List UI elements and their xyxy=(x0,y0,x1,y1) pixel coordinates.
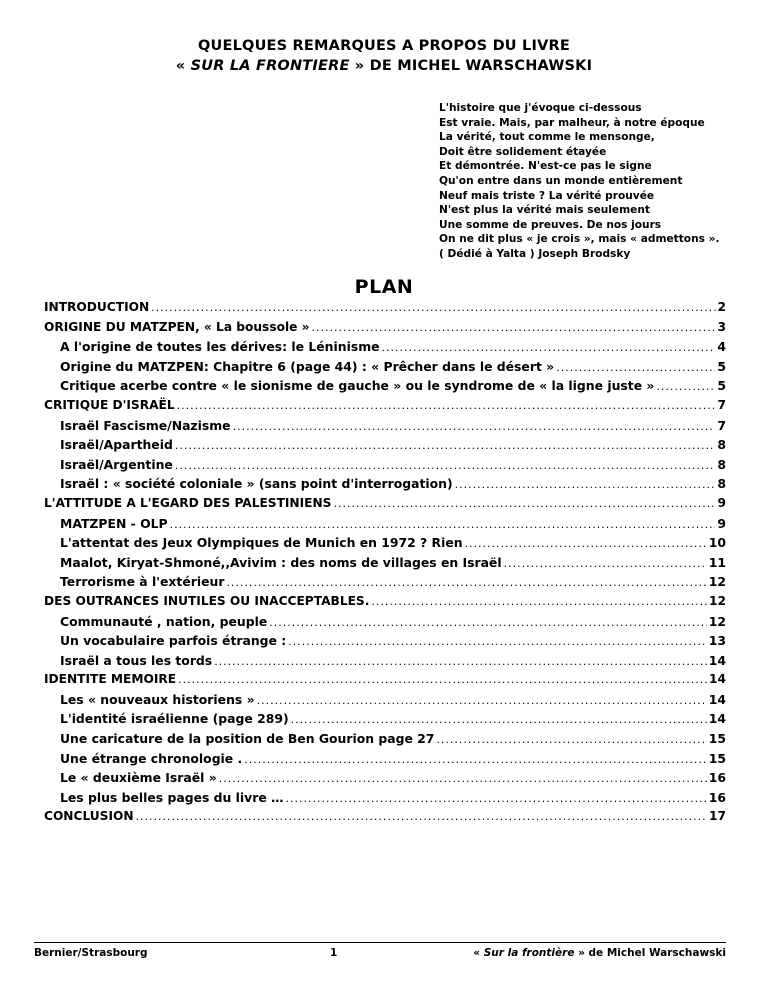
toc-dot-leader xyxy=(465,534,707,554)
toc-entry-label: CONCLUSION xyxy=(44,809,134,824)
toc-entry-label: Terrorisme à l'extérieur xyxy=(60,574,225,590)
document-title-line-2-text: « SUR LA FRONTIERE » DE MICHEL WARSCHAWSKI xyxy=(175,58,593,74)
toc-entry-label: Israël Fascisme/Nazisme xyxy=(60,417,231,433)
toc-entry-page: 5 xyxy=(717,358,726,374)
toc-entry-label: L'identité israélienne (page 289) xyxy=(60,711,289,727)
toc-entry-page: 15 xyxy=(708,750,726,766)
footer-book-title: « Sur la frontière » de Michel Warschawski xyxy=(473,947,726,959)
toc-entry-label: IDENTITE MEMOIRE xyxy=(44,672,177,687)
toc-entry[interactable] xyxy=(44,592,726,612)
toc-entry-page: 11 xyxy=(708,554,726,570)
toc-entry-label: DES OUTRANCES INUTILES OU INACCEPTABLES. xyxy=(44,593,370,608)
poem-line: Doit être solidement étayée xyxy=(439,145,607,158)
toc-entry[interactable] xyxy=(44,709,726,729)
toc-dot-leader xyxy=(175,436,716,456)
toc-entry-page: 15 xyxy=(708,731,726,747)
toc-entry-page: 16 xyxy=(708,789,726,805)
footer-divider xyxy=(34,942,726,943)
toc-entry-page: 17 xyxy=(709,809,726,824)
poem-line: La vérité, tout comme le mensonge, xyxy=(439,131,655,144)
toc-entry[interactable] xyxy=(44,729,726,749)
toc-dot-leader xyxy=(656,377,715,397)
toc-entry[interactable] xyxy=(44,318,726,338)
toc-dot-leader xyxy=(178,670,707,690)
toc-entry-label: Un vocabulaire parfois étrange : xyxy=(60,633,287,649)
poem-line: Une somme de preuves. De nos jours xyxy=(439,218,662,231)
toc-dot-leader xyxy=(233,417,716,437)
document-title-line-2 xyxy=(0,58,768,74)
poem-line: L'histoire que j'évoque ci-dessous xyxy=(439,102,642,114)
poem-line: On ne dit plus « je crois », mais « admettons ». xyxy=(439,233,720,246)
toc-entry-page: 2 xyxy=(717,300,726,314)
toc-entry-page: 9 xyxy=(717,495,726,510)
toc-entry-label: Israël/Apartheid xyxy=(60,437,173,453)
toc-entry-page: 12 xyxy=(709,593,726,608)
toc-entry[interactable] xyxy=(44,651,726,671)
toc-entry-label: MATZPEN - OLP xyxy=(60,515,168,531)
toc-entry-page: 12 xyxy=(708,613,726,629)
toc-entry[interactable] xyxy=(44,553,726,573)
plan-heading: PLAN xyxy=(354,276,414,298)
toc-entry-label: Communauté , nation, peuple xyxy=(60,613,268,629)
document-title-line-1: QUELQUES REMARQUES A PROPOS DU LIVRE xyxy=(198,38,570,54)
toc-dot-leader xyxy=(312,318,716,338)
toc-entry-page: 4 xyxy=(717,339,726,355)
toc-entry[interactable] xyxy=(44,455,726,475)
toc-entry[interactable] xyxy=(44,494,726,514)
toc-entry-page: 12 xyxy=(708,574,726,590)
toc-entry-label: CRITIQUE D'ISRAËL xyxy=(44,397,175,412)
toc-entry-label: Les « nouveaux historiens » xyxy=(60,691,255,707)
toc-dot-leader xyxy=(257,691,707,711)
footer-author: Bernier/Strasbourg xyxy=(34,947,148,959)
toc-entry-page: 7 xyxy=(717,417,726,433)
toc-entry[interactable] xyxy=(44,357,726,377)
toc-dot-leader xyxy=(333,494,715,514)
table-of-contents xyxy=(44,298,726,827)
toc-entry-page: 16 xyxy=(708,770,726,786)
toc-entry-label: INTRODUCTION xyxy=(44,300,150,314)
toc-dot-leader xyxy=(136,807,707,827)
toc-entry[interactable] xyxy=(44,396,726,416)
toc-entry-label: Critique acerbe contre « le sionisme de gauche » ou le syndrome de « la ligne juste » xyxy=(60,378,655,394)
toc-entry-label: Les plus belles pages du livre … xyxy=(60,789,284,805)
poem-line: Qu'on entre dans un monde entièrement xyxy=(439,174,683,187)
toc-entry-label: L'ATTITUDE A L'EGARD DES PALESTINIENS xyxy=(44,495,332,510)
poem-line: Et démontrée. N'est-ce pas le signe xyxy=(439,160,652,173)
toc-dot-leader xyxy=(382,338,716,358)
toc-dot-leader xyxy=(226,573,706,593)
toc-dot-leader xyxy=(371,592,707,612)
toc-dot-leader xyxy=(219,769,707,789)
toc-entry-label: Une caricature de la position de Ben Gourion page 27 xyxy=(60,731,435,747)
toc-entry-page: 9 xyxy=(717,515,726,531)
toc-entry[interactable] xyxy=(44,612,726,632)
toc-dot-leader xyxy=(244,750,707,770)
toc-entry-label: Israël/Argentine xyxy=(60,456,173,472)
toc-entry-label: Israël a tous les tords xyxy=(60,652,213,668)
toc-entry-page: 14 xyxy=(709,672,726,687)
toc-entry-page: 13 xyxy=(708,633,726,649)
toc-entry-page: 14 xyxy=(708,691,726,707)
toc-entry-page: 8 xyxy=(717,476,726,492)
toc-entry-page: 7 xyxy=(717,397,726,412)
toc-entry-label: Maalot, Kiryat-Shmoné,,Avivim : des noms de villages en Israël xyxy=(60,554,502,570)
poem-line: ( Dédié à Yalta ) Joseph Brodsky xyxy=(439,247,631,260)
toc-entry[interactable] xyxy=(44,749,726,769)
toc-entry[interactable] xyxy=(44,690,726,710)
toc-entry-label: ORIGINE DU MATZPEN, « La boussole » xyxy=(44,319,310,334)
poem-line: Neuf mais triste ? La vérité prouvée xyxy=(439,189,655,202)
toc-entry[interactable] xyxy=(44,337,726,357)
toc-entry-label: Le « deuxième Israël » xyxy=(60,770,217,786)
toc-dot-leader xyxy=(455,475,716,495)
toc-entry-page: 14 xyxy=(708,711,726,727)
toc-entry-page: 14 xyxy=(708,652,726,668)
toc-dot-leader xyxy=(175,456,716,476)
toc-entry[interactable] xyxy=(44,807,726,827)
toc-entry[interactable] xyxy=(44,514,726,534)
toc-entry[interactable] xyxy=(44,474,726,494)
toc-dot-leader xyxy=(436,730,706,750)
toc-entry[interactable] xyxy=(44,670,726,690)
toc-entry[interactable] xyxy=(44,788,726,808)
toc-dot-leader xyxy=(151,298,715,318)
toc-entry-label: Israël : « société coloniale » (sans point d'interrogation) xyxy=(60,476,453,492)
toc-dot-leader xyxy=(285,789,706,809)
toc-entry[interactable] xyxy=(44,572,726,592)
toc-entry-page: 5 xyxy=(717,378,726,394)
toc-entry[interactable] xyxy=(44,768,726,788)
toc-dot-leader xyxy=(177,396,716,416)
toc-entry-label: Origine du MATZPEN: Chapitre 6 (page 44) : « Prêcher dans le désert » xyxy=(60,358,555,374)
toc-entry-label: Une étrange chronologie . xyxy=(60,750,243,766)
toc-dot-leader xyxy=(214,652,707,672)
toc-dot-leader xyxy=(288,632,707,652)
toc-dot-leader xyxy=(556,358,715,378)
footer-page-number: 1 xyxy=(330,947,338,959)
toc-entry-page: 8 xyxy=(717,437,726,453)
toc-entry[interactable] xyxy=(44,376,726,396)
toc-dot-leader xyxy=(269,613,707,633)
toc-entry-label: L'attentat des Jeux Olympiques de Munich en 1972 ? Rien xyxy=(60,535,463,551)
toc-entry-label: A l'origine de toutes les dérives: le Léninisme xyxy=(60,339,380,355)
toc-dot-leader xyxy=(291,710,707,730)
toc-entry[interactable] xyxy=(44,416,726,436)
epigraph-poem xyxy=(439,101,719,262)
toc-entry[interactable] xyxy=(44,631,726,651)
toc-entry[interactable] xyxy=(44,298,726,318)
toc-dot-leader xyxy=(170,515,716,535)
toc-entry-page: 8 xyxy=(717,456,726,472)
toc-dot-leader xyxy=(504,554,707,574)
toc-entry[interactable] xyxy=(44,533,726,553)
toc-entry-page: 3 xyxy=(717,319,726,334)
toc-entry-page: 10 xyxy=(708,535,726,551)
poem-line: Est vraie. Mais, par malheur, à notre époque xyxy=(439,116,705,129)
poem-line: N'est plus la vérité mais seulement xyxy=(439,204,650,217)
toc-entry[interactable] xyxy=(44,435,726,455)
